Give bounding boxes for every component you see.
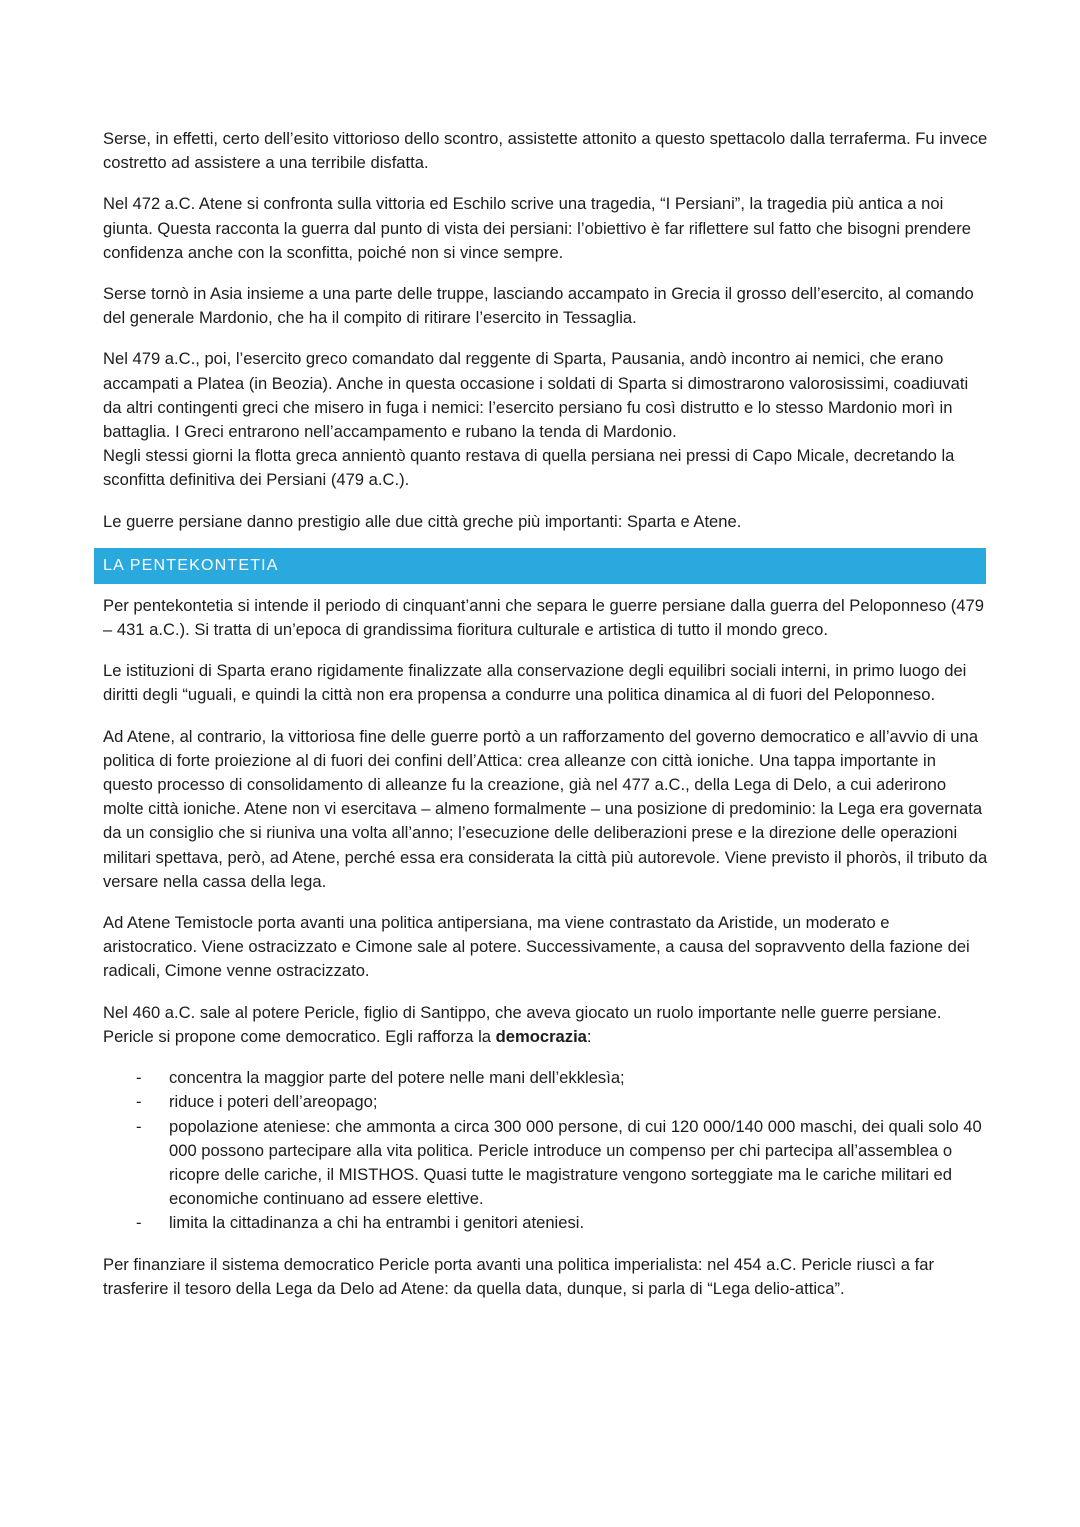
paragraph-capo-micale: Negli stessi giorni la flotta greca annientò quanto restava di quella persiana nei pressi di Capo Micale, decretando la sconfitta definitiva dei Persiani (479 a.C.).	[103, 446, 955, 490]
document-content	[103, 127, 988, 1301]
paragraph-pentekontetia-definition: Per pentekontetia si intende il periodo di cinquant’anni che separa le guerre persiane dalla guerra del Peloponneso (479 – 431 a.C.). Si tratta di un’epoca di grandissima fioritura culturale e artistica di tutto il mondo greco.	[103, 595, 984, 640]
pericle-bold-term: democrazia	[495, 1026, 587, 1046]
list-item: - popolazione ateniese: che ammonta a circa 300 000 persone, di cui 120 000/140 000 maschi, dei quali solo 40 000 possono partecipare alla vita politica. Pericle introduce un compenso per chi partecipa all’assemblea o ricopre delle cariche, il MISTHOS. Quasi tutte le magistrature vengono sorteggiate ma le cariche militari ed economiche continuano ad essere elettive.	[103, 1115, 988, 1212]
section-title: LA PENTEKONTETIA	[103, 556, 279, 574]
pericle-reforms-list	[103, 1066, 988, 1235]
paragraph-sparta-istituzioni: Le istituzioni di Sparta erano rigidamente finalizzate alla conservazione degli equilibri sociali interni, in primo luogo dei diritti degli “uguali, e quindi la città non era propensa a condurre una politica dinamica al di fuori del Peloponneso.	[103, 661, 967, 705]
section-header-pentekontetia	[94, 548, 986, 584]
list-item: - limita la cittadinanza a chi ha entrambi i genitori ateniesi.	[103, 1211, 988, 1235]
pericle-intro: Nel 460 a.C. sale al potere Pericle, figlio di Santippo, che aveva giocato un ruolo importante nelle guerre persiane. Pericle si propone come democratico. Egli rafforza la	[103, 1002, 942, 1046]
paragraph-eschilo-persiani: Nel 472 a.C. Atene si confronta sulla vittoria ed Eschilo scrive una tragedia, “I Persiani”, la tragedia più antica a noi giunta. Questa racconta la guerra dal punto di vista dei persiani: l’obiettivo è far riflettere sul fatto che bisogni prendere confidenza anche con la sconfitta, poiché non si vince sempre.	[103, 194, 971, 262]
paragraph-serse-spectator: Serse, in effetti, certo dell’esito vittorioso dello scontro, assistette attonito a questo spettacolo dalla terraferma. Fu invece costretto ad assistere a una terribile disfatta.	[103, 129, 988, 173]
paragraph-platea: Nel 479 a.C., poi, l’esercito greco comandato dal reggente di Sparta, Pausania, andò incontro ai nemici, che erano accampati a Platea (in Beozia). Anche in questa occasione i soldati di Sparta si dimostrarono valorosissimi, coadiuvati da altri contingenti greci che misero in fuga i nemici: l’esercito persiano fu così distrutto e lo stesso Mardonio morì in battaglia. I Greci entrarono nell’accampamento e rubano la tenda di Mardonio.	[103, 349, 969, 442]
paragraph-temistocle: Ad Atene Temistocle porta avanti una politica antipersiana, ma viene contrastato da Aristide, un moderato e aristocratico. Viene ostracizzato e Cimone sale al potere. Successivamente, a causa del sopravvento della fazione dei radicali, Cimone venne ostracizzato.	[103, 913, 970, 981]
pericle-colon: :	[586, 1026, 592, 1046]
paragraph-prestigio: Le guerre persiane danno prestigio alle due città greche più importanti: Sparta e Atene.	[103, 511, 742, 531]
paragraph-pericle	[103, 1001, 988, 1049]
paragraph-serse-return: Serse tornò in Asia insieme a una parte delle truppe, lasciando accampato in Grecia il grosso dell’esercito, al comando del generale Mardonio, che ha il compito di ritirare l’esercito in Tessaglia.	[103, 284, 974, 328]
list-item: - riduce i poteri dell’areopago;	[103, 1090, 988, 1114]
list-item: - concentra la maggior parte del potere nelle mani dell’ekklesìa;	[103, 1066, 988, 1090]
paragraph-lega-di-delo: Ad Atene, al contrario, la vittoriosa fine delle guerre portò a un rafforzamento del governo democratico e all’avvio di una politica di forte proiezione al di fuori dei confini dell’Attica: crea alleanze con città ioniche. Una tappa importante in questo processo di consolidamento di alleanze fu la creazione, già nel 477 a.C., della Lega di Delo, a cui aderirono molte città ioniche. Atene non vi esercitava – almeno formalmente – una posizione di predominio: la Lega era governata da un consiglio che si riuniva una volta all’anno; l’esecuzione delle deliberazioni prese e la direzione delle operazioni militari spettava, però, ad Atene, perché essa era considerata la città più autorevole. Viene previsto il phoròs, il tributo da versare nella cassa della lega.	[103, 726, 988, 891]
paragraph-lega-delio-attica: Per finanziare il sistema democratico Pericle porta avanti una politica imperialista: nel 454 a.C. Pericle riuscì a far trasferire il tesoro della Lega da Delo ad Atene: da quella data, dunque, si parla di “Lega delio-attica”.	[103, 1254, 934, 1298]
